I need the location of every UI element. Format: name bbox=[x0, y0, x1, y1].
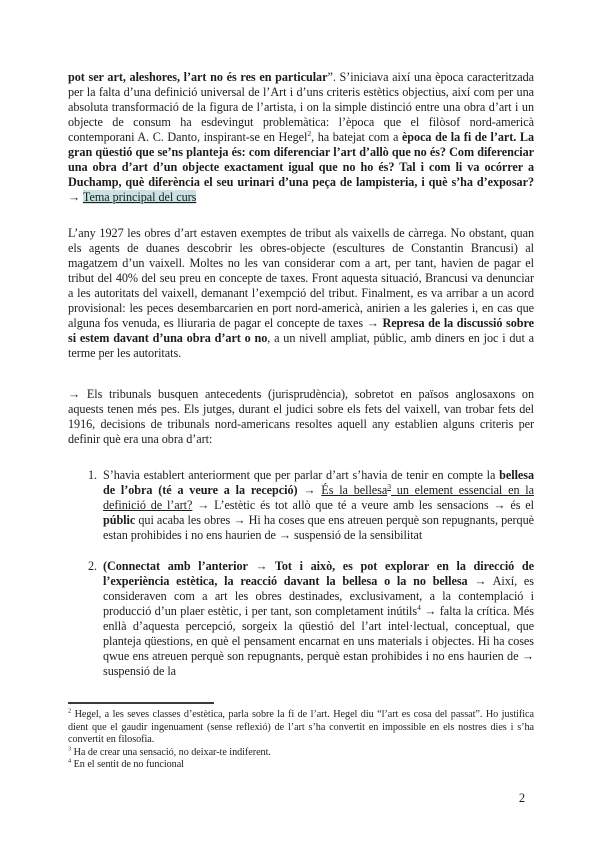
text-run: públic bbox=[103, 513, 136, 527]
text-run: S’havia establert anteriorment que per parlar d’art s’havia de tenir en compte la bbox=[103, 468, 500, 482]
footnote-2 bbox=[68, 709, 534, 747]
footnote-separator bbox=[68, 702, 214, 704]
text-run: L’any 1927 les obres d’art estaven exemptes de tribut als vaixells de càrrega. No obstant, quan els agents de duanes descobrir les obres-objecte (escultures de Constantin Brancusi) al magatzem d’un vaixell. Moltes no les van considerar com a art, per tant, havien de pagar el tribut del 40% del seu preu en concepte de taxes. Front aquesta situació, Brancusi va denunciar a les autoritats del vaixell, demanant l’exempció del tribut. Finalment, es va arribar a un acord provisional: les peces desembarcarien en port nord-americà, anirien a les galeries i, en cas que alguna fos venuda, es lliuraria de pagar el concepte de taxes bbox=[68, 226, 534, 330]
footnote-4 bbox=[68, 759, 534, 772]
list-item-2 bbox=[88, 559, 534, 679]
text-run: → Així, es consideraven com a art les obres destinades, exclusivament, a la contemplació i producció d’un plaer estètic, i per tant, son completament inútils bbox=[103, 574, 534, 618]
document-body bbox=[68, 70, 534, 695]
list-item-1 bbox=[88, 468, 534, 543]
text-run: → bbox=[68, 190, 83, 204]
course-main-topic-highlight: Tema principal del curs bbox=[82, 190, 197, 204]
text-run: bellesa de l’obra (té a veure a la recepció) bbox=[103, 468, 534, 497]
paragraph-end-of-art bbox=[68, 70, 534, 205]
text-run: Hegel, a les seves classes d’estètica, parla sobre la fi de l’art. Hegel diu “l’art es cosa del passat”. Ho justifica dient que el gaudir ingenuament (sense reflexió) de l’art s’ha convertit en impossible en els nostres dies i s’ha convertit en filosofia. bbox=[68, 709, 535, 746]
text-run: → falta la crítica. Més enllà d’aquesta percepció, sorgeix la qüestió del l’art intel·lectual, conceptual, que planteja qüestions, en què el pensament encarnat en uns materials i objectes. Hi ha coses qwue ens atreuen perquè son repugnants, perquè estan prohibides i no ens haurien de → suspensió de la bbox=[103, 604, 534, 678]
list-marker: 2. bbox=[88, 559, 98, 573]
text-run: → Els tribunals busquen antecedents (jurisprudència), sobretot en països anglosaxons on aquests tenen més pes. Els jutges, durant el judici sobre els fets del vaixell, van trobar fets del 1916, decisions de tribunals nord-americans resoltes aquell any establien alguns criteris per definir què era una obra d’art: bbox=[68, 387, 534, 446]
footnote-ref-4: 4 bbox=[417, 602, 421, 612]
text-run: → bbox=[297, 483, 322, 497]
footnotes-section bbox=[68, 702, 534, 772]
paragraph-tribunals bbox=[68, 387, 534, 447]
footnote-marker: 2 bbox=[68, 707, 72, 715]
text-run: Ha de crear una sensació, no deixar-te indiferent. bbox=[73, 746, 271, 758]
text-run: → Represa de la discussió sobre si estem davant d’una obra d’art o no bbox=[68, 316, 534, 345]
text-run: En el sentit de no funcional bbox=[73, 759, 184, 771]
footnote-ref-3: 3 bbox=[387, 481, 391, 491]
text-run: època de la fi de l’art. La gran qüestió que se’ns planteja és: com diferenciar l’art d’allò que no és? Com diferenciar una obra d’art d’un objecte exactament igual que no ho és? Tal i com li va ocórrer a Duchamp, què diferència el seu urinari d’una peça de lampisteria, i què s’ha d’exposar? bbox=[68, 130, 534, 189]
footnote-marker: 3 bbox=[68, 745, 72, 753]
text-run: un element essencial en la definició de l’art? bbox=[103, 483, 534, 512]
text-run: pot ser art, aleshores, l’art no és res en particular bbox=[68, 70, 328, 84]
text-run: ”. S’iniciava així una època caracteritzada per la falta d’una definició universal de l’Art i d’uns criteris estètics objectius, així com per una absoluta transformació de la figura de l’artista, i on la simple distinció entre una obra d’art i un objecte de consum ha esdevingut problemàtica: l’època que el filòsof nord-americà contemporani A. C. Danto, inspirant-se en Hegel bbox=[68, 70, 534, 144]
footnote-ref-2: 2 bbox=[307, 128, 312, 138]
text-run: , a un nivell ampliat, públic, amb diners en joc i dut a terme per les autoritats. bbox=[68, 331, 534, 360]
page-number: 2 bbox=[518, 791, 526, 805]
text-run: , ha batejat com a bbox=[311, 130, 402, 144]
footnote-3 bbox=[68, 747, 534, 760]
text-run: qui acaba les obres → Hi ha coses que ens atreuen perquè son repugnants, perquè estan prohibides i no ens haurien de → suspensió de la sensibilitat bbox=[103, 513, 534, 542]
text-run: És la bellesa bbox=[321, 483, 388, 497]
footnote-marker: 4 bbox=[68, 757, 72, 765]
text-run: → L’estètic és tot allò que té a veure amb les sensacions → és el bbox=[192, 498, 534, 512]
paragraph-brancusi-1927 bbox=[68, 226, 534, 361]
text-run: (Connectat amb l’anterior → Tot i això, es pot explorar en la direcció de l’experiència estètica, la reacció davant la bellesa o la no bellesa bbox=[103, 559, 534, 588]
list-marker: 1. bbox=[88, 468, 98, 482]
footnote-list bbox=[68, 709, 534, 772]
